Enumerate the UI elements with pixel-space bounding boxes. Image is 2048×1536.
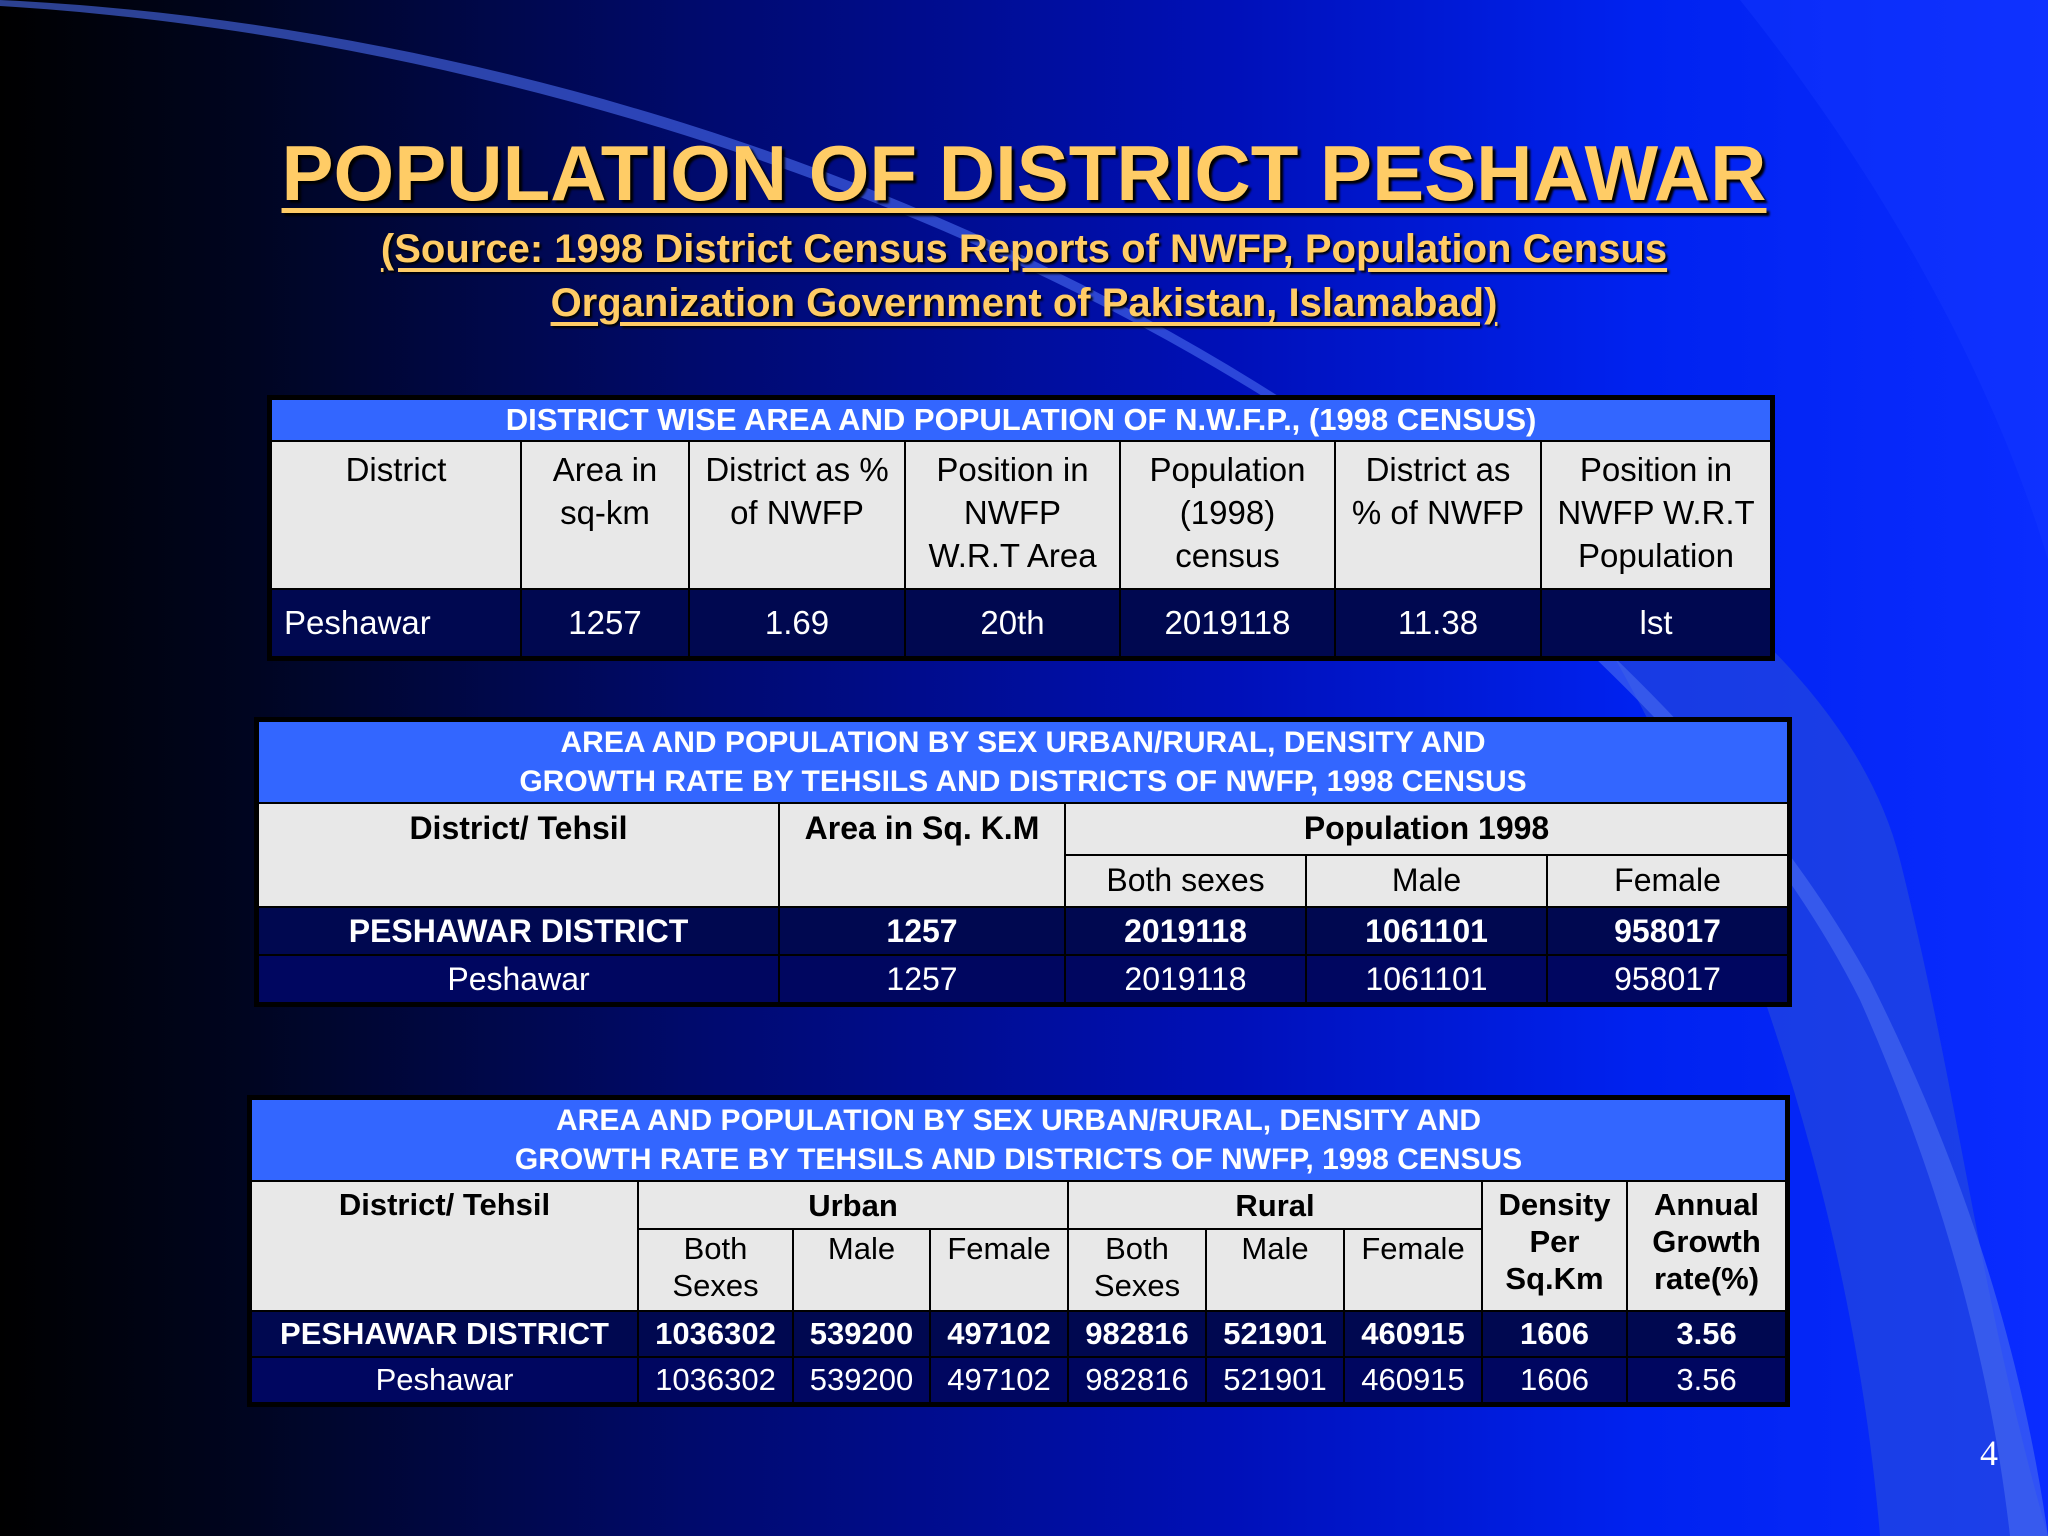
table1-cell-pop-pct: 11.38 bbox=[1335, 589, 1541, 657]
table3-cell: 521901 bbox=[1206, 1311, 1344, 1357]
table3-cell: 982816 bbox=[1068, 1311, 1206, 1357]
table3-cell: 497102 bbox=[930, 1311, 1068, 1357]
table3-header-rural: Rural bbox=[1068, 1181, 1482, 1229]
table1-header-district-pct: District as % of NWFP bbox=[689, 441, 905, 589]
table-row bbox=[251, 1311, 1786, 1357]
table1-cell-district-pct: 1.69 bbox=[689, 589, 905, 657]
table3-header-urban-female: Female bbox=[930, 1229, 1068, 1311]
table3-cell: PESHAWAR DISTRICT bbox=[251, 1311, 638, 1357]
table3-cell: 521901 bbox=[1206, 1357, 1344, 1403]
table3-cell: 497102 bbox=[930, 1357, 1068, 1403]
table3-header-urban-male: Male bbox=[793, 1229, 930, 1311]
table1-cell-position-pop: lst bbox=[1541, 589, 1771, 657]
table2-cell: 1257 bbox=[779, 907, 1065, 955]
table2-header-male: Male bbox=[1306, 855, 1547, 907]
tehsil-population-table bbox=[257, 720, 1789, 1004]
table1-header-row bbox=[271, 441, 1771, 589]
table3-header-density: Density Per Sq.Km bbox=[1482, 1181, 1627, 1311]
table2-cell: 1257 bbox=[779, 955, 1065, 1003]
table3-cell: 1606 bbox=[1482, 1311, 1627, 1357]
table2-header-both: Both sexes bbox=[1065, 855, 1306, 907]
table2-header-area: Area in Sq. K.M bbox=[779, 803, 1065, 907]
table2-cell: Peshawar bbox=[258, 955, 779, 1003]
table2-header-female: Female bbox=[1547, 855, 1788, 907]
table3-header-rural-male: Male bbox=[1206, 1229, 1344, 1311]
table1-header-area: Area in sq-km bbox=[521, 441, 689, 589]
table3-cell: 1606 bbox=[1482, 1357, 1627, 1403]
urban-rural-density-table bbox=[250, 1098, 1787, 1404]
table3-header-rural-female: Female bbox=[1344, 1229, 1482, 1311]
table3-cell: 460915 bbox=[1344, 1311, 1482, 1357]
table3-header-rural-both: Both Sexes bbox=[1068, 1229, 1206, 1311]
table1-header-population: Population (1998) census bbox=[1120, 441, 1335, 589]
table2-cell: 1061101 bbox=[1306, 955, 1547, 1003]
table3-caption: AREA AND POPULATION BY SEX URBAN/RURAL, DENSITY AND GROWTH RATE BY TEHSILS AND DISTRICTS OF NWFP, 1998 CENSUS bbox=[251, 1099, 1786, 1181]
table3-cell: 982816 bbox=[1068, 1357, 1206, 1403]
source-line-1: (Source: 1998 District Census Reports of NWFP, Population Census bbox=[380, 227, 1668, 271]
table1-cell-population: 2019118 bbox=[1120, 589, 1335, 657]
table3-cell: 1036302 bbox=[638, 1357, 793, 1403]
table3-cell: 3.56 bbox=[1627, 1357, 1786, 1403]
table1-cell-area: 1257 bbox=[521, 589, 689, 657]
table1-cell-position-area: 20th bbox=[905, 589, 1120, 657]
table3-header-urban-both: Both Sexes bbox=[638, 1229, 793, 1311]
table1-header-district: District bbox=[271, 441, 521, 589]
table3-header-growth: Annual Growth rate(%) bbox=[1627, 1181, 1786, 1311]
table3-cell: 539200 bbox=[793, 1311, 930, 1357]
table1-caption: DISTRICT WISE AREA AND POPULATION OF N.W.F.P., (1998 CENSUS) bbox=[271, 399, 1771, 441]
table3-header-tehsil: District/ Tehsil bbox=[251, 1181, 638, 1311]
table2-cell: 2019118 bbox=[1065, 907, 1306, 955]
table-row bbox=[271, 589, 1771, 657]
district-area-population-table bbox=[270, 398, 1772, 658]
table2-cell: 2019118 bbox=[1065, 955, 1306, 1003]
table3-cell: Peshawar bbox=[251, 1357, 638, 1403]
table2-caption: AREA AND POPULATION BY SEX URBAN/RURAL, DENSITY AND GROWTH RATE BY TEHSILS AND DISTRICTS OF NWFP, 1998 CENSUS bbox=[258, 721, 1788, 803]
table1-header-position-area: Position in NWFP W.R.T Area bbox=[905, 441, 1120, 589]
table3-cell: 460915 bbox=[1344, 1357, 1482, 1403]
table2-cell: 958017 bbox=[1547, 907, 1788, 955]
table2-cell: 958017 bbox=[1547, 955, 1788, 1003]
table-row bbox=[251, 1357, 1786, 1403]
table3-cell: 3.56 bbox=[1627, 1311, 1786, 1357]
table3-cell: 1036302 bbox=[638, 1311, 793, 1357]
page-number: 4 bbox=[1980, 1433, 1998, 1473]
table-row bbox=[258, 907, 1788, 955]
table1-header-pop-pct: District as % of NWFP bbox=[1335, 441, 1541, 589]
slide-title: POPULATION OF DISTRICT PESHAWAR bbox=[281, 129, 1767, 217]
table-row bbox=[258, 955, 1788, 1003]
source-line-2: Organization Government of Pakistan, Islamabad) bbox=[550, 281, 1498, 325]
table3-cell: 539200 bbox=[793, 1357, 930, 1403]
table1-header-position-pop: Position in NWFP W.R.T Population bbox=[1541, 441, 1771, 589]
table2-cell: 1061101 bbox=[1306, 907, 1547, 955]
table2-cell: PESHAWAR DISTRICT bbox=[258, 907, 779, 955]
table2-header-tehsil: District/ Tehsil bbox=[258, 803, 779, 907]
table2-header-population: Population 1998 bbox=[1065, 803, 1788, 855]
table3-header-urban: Urban bbox=[638, 1181, 1068, 1229]
table1-cell-district: Peshawar bbox=[271, 589, 521, 657]
source-citation bbox=[0, 222, 2048, 330]
